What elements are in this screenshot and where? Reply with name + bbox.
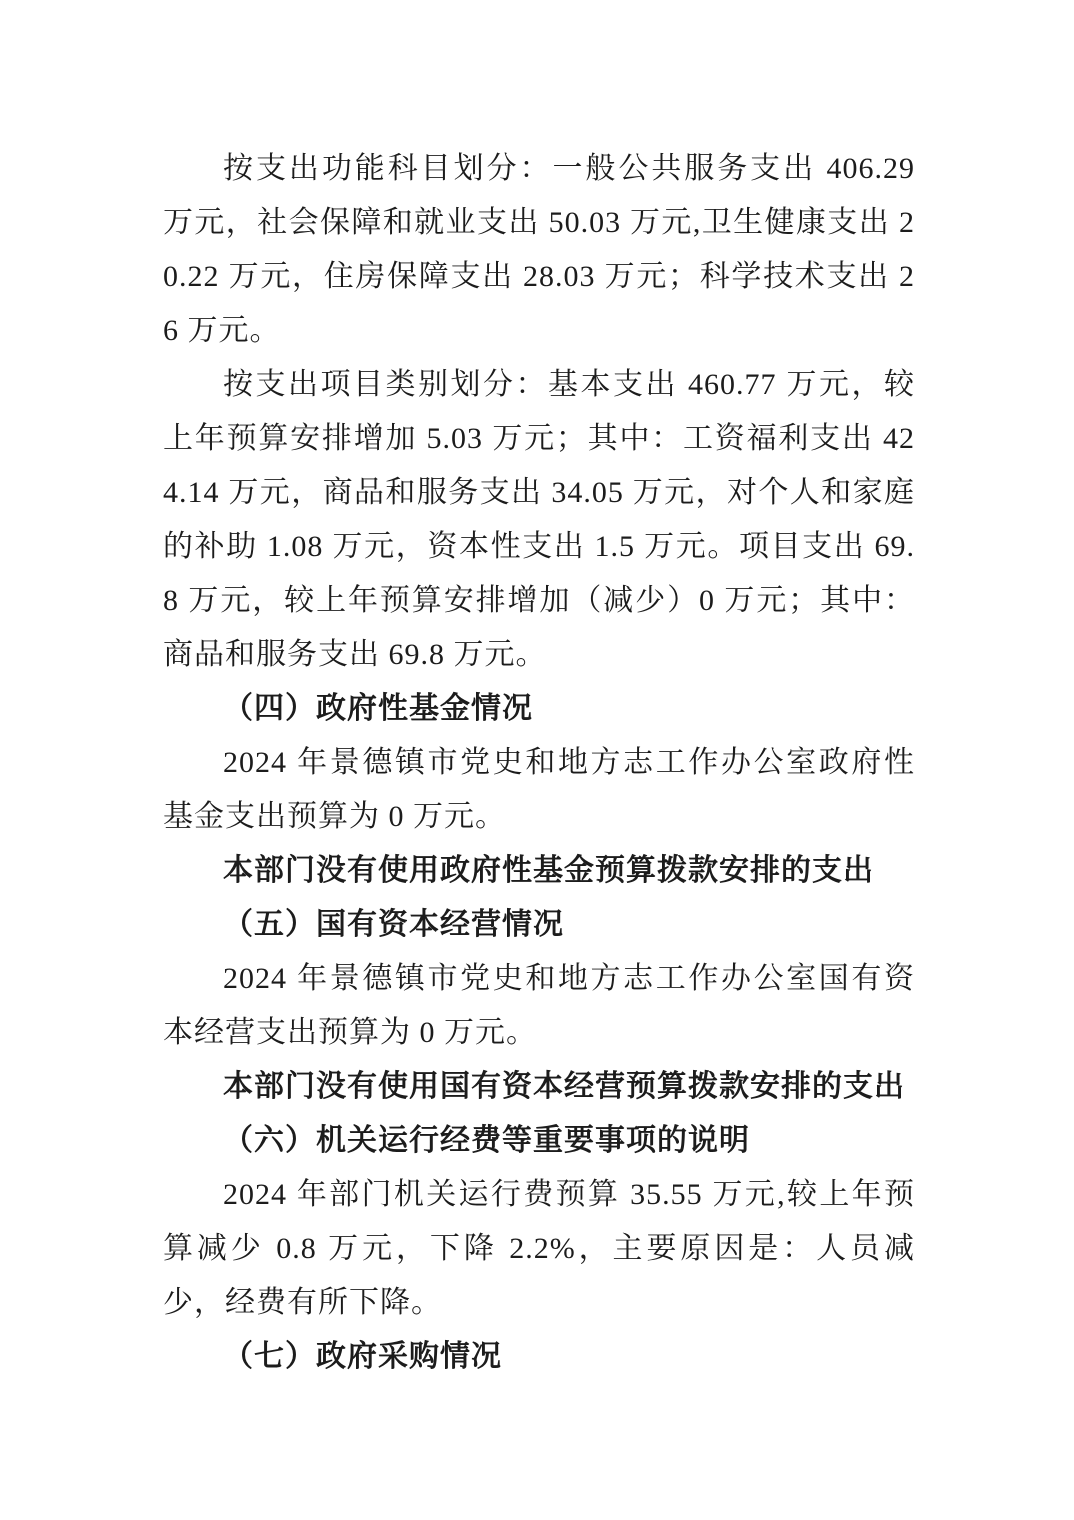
- paragraph-state-capital-budget: 2024 年景德镇市党史和地方志工作办公室国有资本经营支出预算为 0 万元。: [163, 962, 915, 1049]
- heading-section-7-procurement: （七）政府采购情况: [223, 1340, 502, 1373]
- paragraph-gov-fund-budget: 2024 年景德镇市党史和地方志工作办公室政府性基金支出预算为 0 万元。: [163, 746, 915, 833]
- heading-section-6-operating-expense: （六）机关运行经费等重要事项的说明: [223, 1124, 750, 1157]
- heading-section-5-state-capital: （五）国有资本经营情况: [223, 908, 564, 941]
- paragraph-operating-expense: 2024 年部门机关运行费预算 35.55 万元,较上年预算减少 0.8 万元，下降 2.2%，主要原因是：人员减少，经费有所下降。: [163, 1178, 915, 1319]
- heading-section-4-gov-fund: （四）政府性基金情况: [223, 692, 533, 725]
- statement-no-gov-fund-expenditure: 本部门没有使用政府性基金预算拨款安排的支出: [223, 854, 874, 887]
- paragraph-expenditure-by-function: 按支出功能科目划分：一般公共服务支出 406.29 万元，社会保障和就业支出 50.03 万元,卫生健康支出 20.22 万元，住房保障支出 28.03 万元；科学技术支出 26 万元。: [163, 152, 915, 347]
- paragraph-expenditure-by-category: 按支出项目类别划分：基本支出 460.77 万元，较上年预算安排增加 5.03 万元；其中：工资福利支出 424.14 万元，商品和服务支出 34.05 万元，对个人和家庭的补助 1.08 万元，资本性支出 1.5 万元。项目支出 69.8 万元，较上年预算安排增加（减少）0 万元；其中：商品和服务支出 69.8 万元。: [163, 368, 915, 671]
- statement-no-state-capital-expenditure: 本部门没有使用国有资本经营预算拨款安排的支出: [223, 1070, 905, 1103]
- document-page: [163, 142, 915, 1384]
